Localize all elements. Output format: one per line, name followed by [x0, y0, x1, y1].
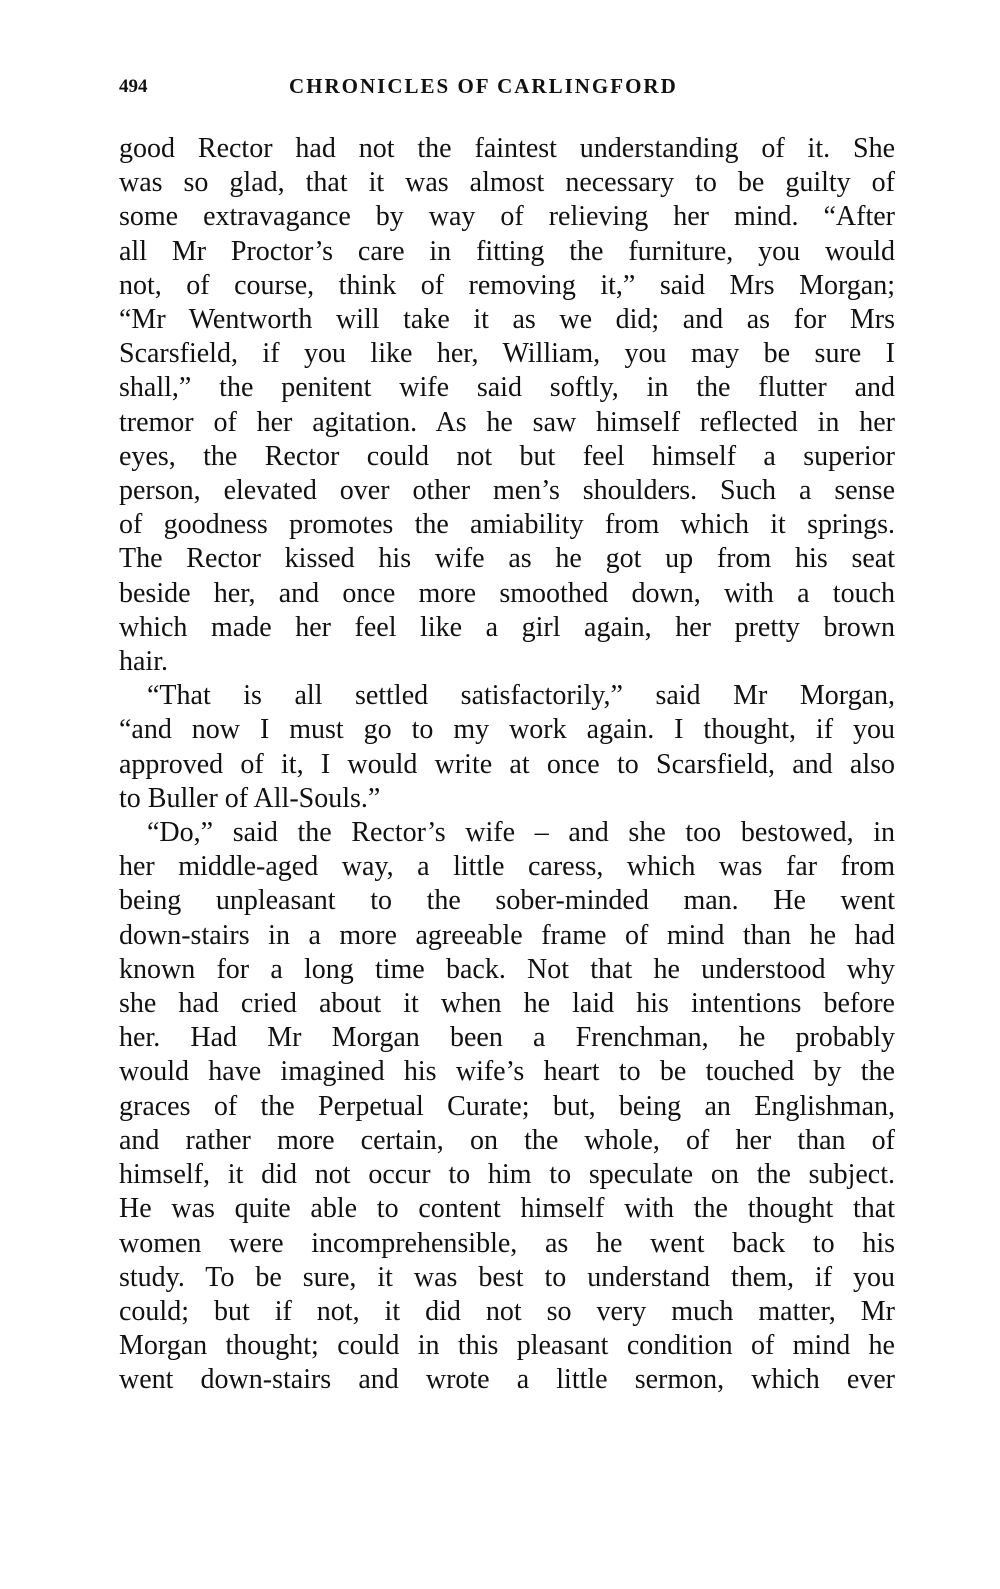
text-line: himself, it did not occur to him to speculate on the subject.	[119, 1159, 895, 1191]
text-line: hair.	[119, 646, 168, 678]
text-line: beside her, and once more smoothed down, with a touch	[119, 577, 895, 609]
text-line: her middle-aged way, a little caress, which was far from	[119, 851, 895, 883]
text-line: “Mr Wentworth will take it as we did; and as for Mrs	[119, 304, 895, 336]
book-page	[119, 70, 895, 1398]
text-line: approved of it, I would write at once to Scarsfield, and also	[119, 748, 895, 780]
text-line: of goodness promotes the amiability from which it springs.	[119, 509, 895, 541]
text-line: which made her feel like a girl again, her pretty brown	[119, 611, 895, 643]
text-line: The Rector kissed his wife as he got up from his seat	[119, 543, 895, 575]
text-line: was so glad, that it was almost necessary to be guilty of	[119, 167, 895, 199]
text-line: Morgan thought; could in this pleasant condition of mind he	[119, 1330, 895, 1362]
text-line: went down-stairs and wrote a little sermon, which ever	[119, 1364, 895, 1396]
text-line: women were incomprehensible, as he went back to his	[119, 1227, 895, 1259]
text-line: not, of course, think of removing it,” said Mrs Morgan;	[119, 269, 895, 301]
text-line: being unpleasant to the sober-minded man. He went	[119, 885, 895, 917]
text-line: “and now I must go to my work again. I thought, if you	[119, 714, 895, 746]
text-line: tremor of her agitation. As he saw himself reflected in her	[119, 406, 895, 438]
text-line: “That is all settled satisfactorily,” said Mr Morgan,	[147, 680, 895, 712]
running-head	[119, 70, 895, 110]
running-title: CHRONICLES OF CARLINGFORD	[289, 74, 678, 98]
text-line: would have imagined his wife’s heart to be touched by the	[119, 1056, 895, 1088]
text-line: and rather more certain, on the whole, of her than of	[119, 1124, 895, 1156]
text-line: she had cried about it when he laid his intentions before	[119, 988, 895, 1020]
text-line: some extravagance by way of relieving her mind. “After	[119, 201, 895, 233]
text-line: graces of the Perpetual Curate; but, being an Englishman,	[119, 1090, 895, 1122]
text-line: Scarsfield, if you like her, William, you may be sure I	[119, 338, 895, 370]
text-line: “Do,” said the Rector’s wife – and she too bestowed, in	[147, 817, 895, 849]
text-line: person, elevated over other men’s shoulders. Such a sense	[119, 475, 895, 507]
body-text	[119, 132, 895, 1398]
text-line: down-stairs in a more agreeable frame of mind than he had	[119, 919, 895, 951]
text-line: could; but if not, it did not so very much matter, Mr	[119, 1295, 895, 1327]
text-line: shall,” the penitent wife said softly, in the flutter and	[119, 372, 895, 404]
text-line: study. To be sure, it was best to understand them, if you	[119, 1261, 895, 1293]
text-line: He was quite able to content himself with the thought that	[119, 1193, 895, 1225]
page-number: 494	[119, 76, 148, 97]
text-line: eyes, the Rector could not but feel himself a superior	[119, 440, 895, 472]
text-line: known for a long time back. Not that he understood why	[119, 953, 895, 985]
text-line: all Mr Proctor’s care in fitting the furniture, you would	[119, 235, 895, 267]
text-line: her. Had Mr Morgan been a Frenchman, he probably	[119, 1022, 895, 1054]
text-line: good Rector had not the faintest understanding of it. She	[119, 133, 895, 164]
text-line: to Buller of All-Souls.”	[119, 782, 381, 814]
